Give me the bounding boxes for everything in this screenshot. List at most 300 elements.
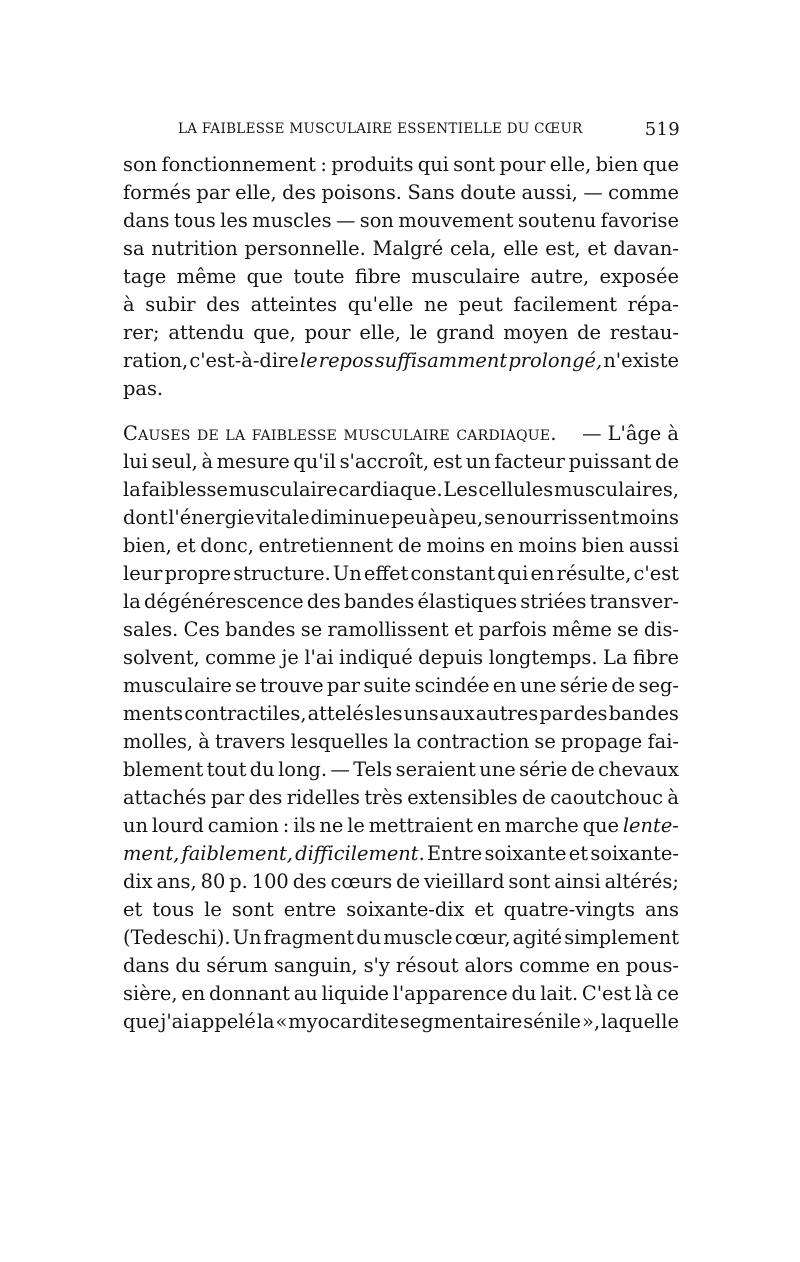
line-word: transver- bbox=[589, 590, 679, 613]
paragraph-2-line bbox=[123, 699, 679, 729]
line-word: pour bbox=[304, 321, 351, 344]
line-word: suffisamment bbox=[374, 349, 508, 372]
line-word: personnelle. bbox=[244, 237, 366, 260]
line-word: : bbox=[282, 814, 290, 837]
line-word: ce bbox=[656, 982, 679, 1005]
line-word: en bbox=[530, 562, 555, 585]
line-word: résulte, bbox=[556, 562, 632, 585]
line-word: et bbox=[123, 898, 143, 921]
line-word: aux bbox=[439, 702, 475, 725]
line-word: sérum bbox=[206, 954, 268, 977]
line-word: cellules bbox=[478, 478, 554, 501]
line-word: C'est bbox=[581, 982, 632, 1005]
line-word: l'apparence bbox=[392, 982, 508, 1005]
line-word: attachés bbox=[123, 786, 207, 809]
line-word: donc, bbox=[200, 534, 254, 557]
line-word: grand bbox=[436, 321, 495, 344]
line-word: elle, bbox=[549, 153, 592, 176]
line-word: fibre bbox=[632, 646, 679, 669]
line-word: pour bbox=[499, 153, 546, 176]
line-word: se bbox=[300, 618, 323, 641]
line-word: ration, bbox=[123, 349, 189, 372]
line-word: comme bbox=[519, 954, 590, 977]
line-word: segmentaire bbox=[399, 1010, 523, 1033]
line-word: lui bbox=[123, 450, 148, 473]
line-word: tous bbox=[173, 209, 216, 232]
line-word: du bbox=[511, 982, 537, 1005]
line-word: suite bbox=[363, 674, 412, 697]
line-word: moins bbox=[426, 534, 486, 557]
line-word: elle, bbox=[359, 321, 401, 344]
line-word: soutenu bbox=[517, 209, 597, 232]
line-word: sénile bbox=[523, 1010, 582, 1033]
line-word: 80 bbox=[200, 870, 226, 893]
line-word: chevaux bbox=[598, 758, 679, 781]
paragraph-2-line bbox=[123, 895, 679, 925]
line-word: longtemps. bbox=[488, 646, 598, 669]
line-word: bien, bbox=[123, 534, 172, 557]
line-word: quatre-vingts bbox=[503, 898, 636, 921]
line-word: », bbox=[581, 1010, 600, 1033]
line-word: muscles bbox=[252, 209, 332, 232]
line-word: le bbox=[204, 898, 222, 921]
line-word: fibre bbox=[354, 265, 401, 288]
line-word: son bbox=[359, 209, 394, 232]
line-word: est, bbox=[545, 237, 581, 260]
line-word: uns bbox=[403, 702, 439, 725]
line-word: ne bbox=[423, 293, 448, 316]
line-word: dix bbox=[123, 870, 153, 893]
line-word: ans, bbox=[156, 870, 197, 893]
line-word: les bbox=[220, 209, 248, 232]
line-word: aussi bbox=[628, 534, 679, 557]
line-word: leur bbox=[123, 562, 163, 585]
line-word: en bbox=[595, 954, 620, 977]
line-word: se bbox=[617, 618, 639, 641]
line-word: cœurs bbox=[330, 870, 393, 893]
line-word: liquide bbox=[321, 982, 389, 1005]
line-word: dans bbox=[123, 209, 170, 232]
line-word: répa- bbox=[627, 293, 679, 316]
line-word: : bbox=[320, 153, 327, 176]
line-word: peu, bbox=[440, 506, 484, 529]
line-word: soixante-dix bbox=[346, 898, 465, 921]
line-word: entretiennent bbox=[258, 534, 394, 557]
line-word: alors bbox=[464, 954, 514, 977]
line-word: élastiques bbox=[417, 590, 518, 613]
line-word: mouvement bbox=[398, 209, 514, 232]
line-word: p. bbox=[229, 870, 248, 893]
line-word: lente- bbox=[622, 814, 679, 837]
line-word: La bbox=[602, 646, 628, 669]
line-word: Un bbox=[232, 926, 262, 949]
paragraph-2-line bbox=[123, 951, 679, 981]
line-word: trouve bbox=[259, 674, 324, 697]
line-word: altérés; bbox=[604, 870, 679, 893]
line-word: mesure bbox=[216, 450, 290, 473]
line-word: cardiaque. bbox=[338, 478, 443, 501]
line-word: comme bbox=[608, 181, 679, 204]
line-word: caoutchouc bbox=[550, 786, 664, 809]
line-word: en bbox=[181, 982, 206, 1005]
line-word: moyen bbox=[503, 321, 569, 344]
line-word: dis- bbox=[643, 618, 679, 641]
line-word: la bbox=[393, 730, 412, 753]
line-word: son bbox=[123, 153, 158, 176]
line-word: que, bbox=[253, 321, 296, 344]
line-word: Tels bbox=[353, 758, 393, 781]
line-word: de bbox=[396, 870, 421, 893]
line-word: c'est bbox=[633, 562, 679, 585]
line-word: dans bbox=[123, 954, 170, 977]
line-word: appelé bbox=[190, 1010, 256, 1033]
line-word: résout bbox=[395, 954, 459, 977]
line-word: favorise bbox=[600, 209, 679, 232]
line-word: l'énergie bbox=[168, 506, 255, 529]
line-word: et bbox=[474, 898, 494, 921]
line-word: fragment bbox=[263, 926, 355, 949]
line-word: ments bbox=[123, 702, 184, 725]
paragraph-2-line bbox=[123, 447, 679, 477]
line-word: que bbox=[246, 265, 283, 288]
line-word: facilement bbox=[513, 293, 617, 316]
running-header bbox=[178, 119, 680, 141]
line-word: sont bbox=[453, 153, 496, 176]
paragraph-2-line bbox=[123, 811, 679, 841]
paragraph-1-line bbox=[123, 262, 679, 292]
line-word: faiblement, bbox=[181, 842, 293, 865]
line-word: bandes bbox=[343, 590, 415, 613]
paragraph-2-line bbox=[123, 615, 679, 645]
line-word: qu'elle bbox=[347, 293, 414, 316]
paragraph-2-line bbox=[123, 587, 679, 617]
line-word: seg- bbox=[638, 674, 679, 697]
line-word: de bbox=[397, 534, 422, 557]
paragraph-1-line bbox=[123, 178, 679, 208]
line-word: ainsi bbox=[554, 870, 601, 893]
line-word: est bbox=[432, 450, 463, 473]
line-word: entre bbox=[283, 898, 337, 921]
line-word: simplement bbox=[564, 926, 679, 949]
line-word: par bbox=[326, 674, 361, 697]
line-word: ans bbox=[645, 898, 679, 921]
running-title: LA FAIBLESSE MUSCULAIRE ESSENTIELLE DU CŒUR bbox=[178, 121, 583, 137]
line-word: une bbox=[479, 758, 516, 781]
line-word: la bbox=[256, 1010, 275, 1033]
line-word: de bbox=[570, 758, 595, 781]
line-word: parfois bbox=[478, 618, 547, 641]
line-word: laquelle bbox=[600, 1010, 679, 1033]
paragraph-2-line bbox=[123, 783, 679, 813]
line-word: facteur bbox=[494, 450, 565, 473]
line-word: camion bbox=[207, 814, 279, 837]
line-word: des bbox=[306, 590, 341, 613]
line-word: qui bbox=[417, 153, 449, 176]
paragraph-1-line bbox=[123, 234, 679, 264]
line-word: repos bbox=[318, 349, 374, 372]
line-word: depuis bbox=[418, 646, 484, 669]
line-word: cœur, bbox=[454, 926, 511, 949]
line-word: long. bbox=[278, 758, 328, 781]
line-word: série bbox=[519, 758, 568, 781]
paragraph-2-line bbox=[123, 839, 679, 869]
line-word: attelés bbox=[307, 702, 374, 725]
line-word: par bbox=[210, 786, 245, 809]
line-word: c'est-à-dire bbox=[189, 349, 299, 372]
line-word: contraction bbox=[416, 730, 530, 753]
paragraph-2-line bbox=[123, 755, 679, 785]
line-word: ment, bbox=[123, 842, 180, 865]
line-word: atteintes bbox=[250, 293, 338, 316]
section-heading-line bbox=[123, 419, 679, 449]
line-word: autre, bbox=[530, 265, 590, 288]
line-word: se bbox=[484, 506, 506, 529]
line-word: produits bbox=[331, 153, 414, 176]
line-word: comme bbox=[205, 646, 276, 669]
line-word: j'ai bbox=[160, 1010, 190, 1033]
line-word: Malgré bbox=[372, 237, 444, 260]
line-word: une bbox=[519, 674, 557, 697]
line-word: à bbox=[198, 730, 210, 753]
line-word: par bbox=[539, 702, 573, 725]
paragraph-2-line bbox=[123, 531, 679, 561]
line-word: exposée bbox=[599, 265, 679, 288]
line-word: lesquelles bbox=[290, 730, 389, 753]
line-word: des bbox=[282, 181, 316, 204]
line-word: de bbox=[577, 321, 601, 344]
line-word: du bbox=[249, 758, 275, 781]
line-word: vitale bbox=[255, 506, 310, 529]
paragraph-2-line bbox=[123, 559, 679, 589]
line-word: rer; bbox=[123, 321, 160, 344]
line-word: Un bbox=[332, 562, 362, 585]
line-word: peu bbox=[391, 506, 428, 529]
line-word: Les bbox=[443, 478, 478, 501]
line-word: s'accroît, bbox=[339, 450, 430, 473]
line-word: même bbox=[176, 265, 237, 288]
section-heading-tail: — L'âge à bbox=[582, 422, 679, 445]
paragraph-2-line bbox=[123, 979, 679, 1009]
line-word: structure. bbox=[233, 562, 331, 585]
section-heading: Causes de la faiblesse musculaire cardiaque. bbox=[123, 422, 557, 445]
line-word: que bbox=[582, 814, 619, 837]
line-word: des bbox=[573, 702, 608, 725]
line-word: et bbox=[587, 237, 607, 260]
line-word: tout bbox=[206, 758, 247, 781]
paragraph-1-line bbox=[123, 290, 679, 320]
line-word: « bbox=[275, 1010, 288, 1033]
line-word: lait. bbox=[540, 982, 579, 1005]
line-word: doute bbox=[460, 181, 517, 204]
line-word: elle bbox=[503, 237, 539, 260]
line-word: au bbox=[293, 982, 318, 1005]
line-word: diminue bbox=[310, 506, 391, 529]
line-word: myocardite bbox=[288, 1010, 399, 1033]
line-word: musculaire bbox=[411, 265, 521, 288]
line-word: musculaire bbox=[228, 478, 338, 501]
line-word: — bbox=[583, 181, 603, 204]
line-word: blement bbox=[123, 758, 204, 781]
line-word: peut bbox=[458, 293, 503, 316]
line-word: nourrissent bbox=[506, 506, 620, 529]
line-word: 100 bbox=[251, 870, 289, 893]
paragraph-2-line bbox=[123, 475, 679, 505]
line-word: dégénérescence bbox=[144, 590, 304, 613]
line-word: vieillard bbox=[424, 870, 505, 893]
line-word: sa bbox=[123, 237, 145, 260]
line-word: (Tedeschi). bbox=[123, 926, 231, 949]
paragraph-1-line bbox=[123, 318, 679, 348]
line-word: bandes bbox=[608, 702, 679, 725]
line-word: fai- bbox=[647, 730, 679, 753]
line-word: pous- bbox=[625, 954, 679, 977]
paragraph-2-line bbox=[123, 1007, 679, 1037]
line-word: nutrition bbox=[151, 237, 238, 260]
line-word: — bbox=[335, 209, 356, 232]
line-word: striées bbox=[520, 590, 587, 613]
line-word: difficilement. bbox=[295, 842, 425, 865]
line-word: davan- bbox=[613, 237, 679, 260]
line-word: tage bbox=[123, 265, 167, 288]
line-word: ridelles bbox=[286, 786, 360, 809]
paragraph-1-line bbox=[123, 206, 679, 236]
line-word: la bbox=[123, 478, 141, 501]
line-word: de bbox=[611, 674, 636, 697]
line-word: à bbox=[201, 450, 213, 473]
line-word: et bbox=[176, 534, 196, 557]
line-word: autres bbox=[475, 702, 539, 725]
line-word: du bbox=[356, 926, 382, 949]
line-word: des bbox=[292, 870, 327, 893]
line-word: soixante bbox=[484, 842, 567, 865]
line-word: Ces bbox=[183, 618, 220, 641]
line-word: musculaires, bbox=[553, 478, 679, 501]
line-word: elle, bbox=[235, 181, 277, 204]
line-word: là bbox=[635, 982, 653, 1005]
line-word: s'y bbox=[363, 954, 390, 977]
line-word: série bbox=[559, 674, 609, 697]
line-word: extensibles bbox=[407, 786, 518, 809]
line-word: propage bbox=[561, 730, 643, 753]
line-word: contractiles, bbox=[184, 702, 307, 725]
line-word: fonctionnement bbox=[161, 153, 316, 176]
line-word: puissant bbox=[568, 450, 652, 473]
line-word: ramollissent bbox=[327, 618, 449, 641]
line-word: cela, bbox=[450, 237, 497, 260]
line-word: poisons. bbox=[321, 181, 402, 204]
line-word: lourd bbox=[151, 814, 204, 837]
line-word: que bbox=[642, 153, 679, 176]
paragraph-1-line: pas. bbox=[123, 377, 164, 400]
line-word: dont bbox=[123, 506, 168, 529]
line-word: sont bbox=[231, 898, 274, 921]
paragraph-2-line bbox=[123, 503, 679, 533]
line-word: en bbox=[489, 534, 514, 557]
line-word: subir bbox=[145, 293, 196, 316]
line-word: prolongé, bbox=[508, 349, 603, 372]
line-word: sales. bbox=[123, 618, 179, 641]
line-word: Sans bbox=[407, 181, 455, 204]
line-word: ne bbox=[319, 814, 344, 837]
line-word: bien bbox=[581, 534, 625, 557]
line-word: la bbox=[123, 590, 141, 613]
line-word: travers bbox=[215, 730, 286, 753]
line-word: mettraient bbox=[368, 814, 474, 837]
line-word: que bbox=[123, 1010, 160, 1033]
paragraph-2-line bbox=[123, 671, 679, 701]
line-word: indiqué bbox=[339, 646, 413, 669]
line-word: de bbox=[522, 786, 546, 809]
line-word: se bbox=[235, 674, 257, 697]
paragraph-2-line bbox=[123, 923, 679, 953]
line-word: à bbox=[667, 786, 679, 809]
line-word: agité bbox=[512, 926, 563, 949]
line-word: le bbox=[409, 321, 428, 344]
line-word: du bbox=[175, 954, 201, 977]
line-word: sière, bbox=[123, 982, 178, 1005]
line-word: le bbox=[347, 814, 365, 837]
line-word: qu'il bbox=[293, 450, 336, 473]
line-word: sanguin, bbox=[273, 954, 358, 977]
line-word: n'existe bbox=[603, 349, 679, 372]
line-word: marche bbox=[504, 814, 579, 837]
line-word: propre bbox=[164, 562, 232, 585]
line-word: sont bbox=[508, 870, 551, 893]
line-word: Entre bbox=[427, 842, 483, 865]
line-word: même bbox=[552, 618, 612, 641]
line-word: effet bbox=[363, 562, 409, 585]
line-word: en bbox=[476, 814, 501, 837]
line-word: molles, bbox=[123, 730, 194, 753]
line-word: aussi, bbox=[521, 181, 578, 204]
line-word: et bbox=[453, 618, 474, 641]
line-word: tous bbox=[152, 898, 195, 921]
line-word: formés bbox=[123, 181, 191, 204]
line-word: à bbox=[428, 506, 440, 529]
line-word: l'ai bbox=[304, 646, 334, 669]
line-word: solvent, bbox=[123, 646, 200, 669]
paragraph-1-line bbox=[123, 346, 679, 376]
line-word: moins bbox=[518, 534, 577, 557]
line-word: soixante- bbox=[590, 842, 679, 865]
line-word: toute bbox=[293, 265, 345, 288]
line-word: je bbox=[281, 646, 299, 669]
line-word: un bbox=[465, 450, 491, 473]
paragraph-2-line bbox=[123, 643, 679, 673]
line-word: constant bbox=[410, 562, 496, 585]
paragraph-2-line bbox=[123, 867, 679, 897]
line-word: des bbox=[248, 786, 283, 809]
line-word: — bbox=[330, 758, 350, 781]
line-word: qui bbox=[497, 562, 529, 585]
paragraph-1-line bbox=[123, 150, 679, 180]
line-word: par bbox=[196, 181, 230, 204]
line-word: les bbox=[374, 702, 403, 725]
line-word: des bbox=[206, 293, 240, 316]
paragraph-2-line bbox=[123, 727, 679, 757]
line-word: très bbox=[364, 786, 403, 809]
line-word: et bbox=[568, 842, 589, 865]
line-word: bien bbox=[595, 153, 639, 176]
line-word: moins bbox=[620, 506, 679, 529]
line-word: de bbox=[655, 450, 679, 473]
line-word: donnant bbox=[209, 982, 290, 1005]
line-word: un bbox=[123, 814, 148, 837]
line-word: bandes bbox=[225, 618, 296, 641]
line-word: en bbox=[492, 674, 517, 697]
line-word: seul, bbox=[151, 450, 198, 473]
page-number: 519 bbox=[644, 119, 680, 140]
